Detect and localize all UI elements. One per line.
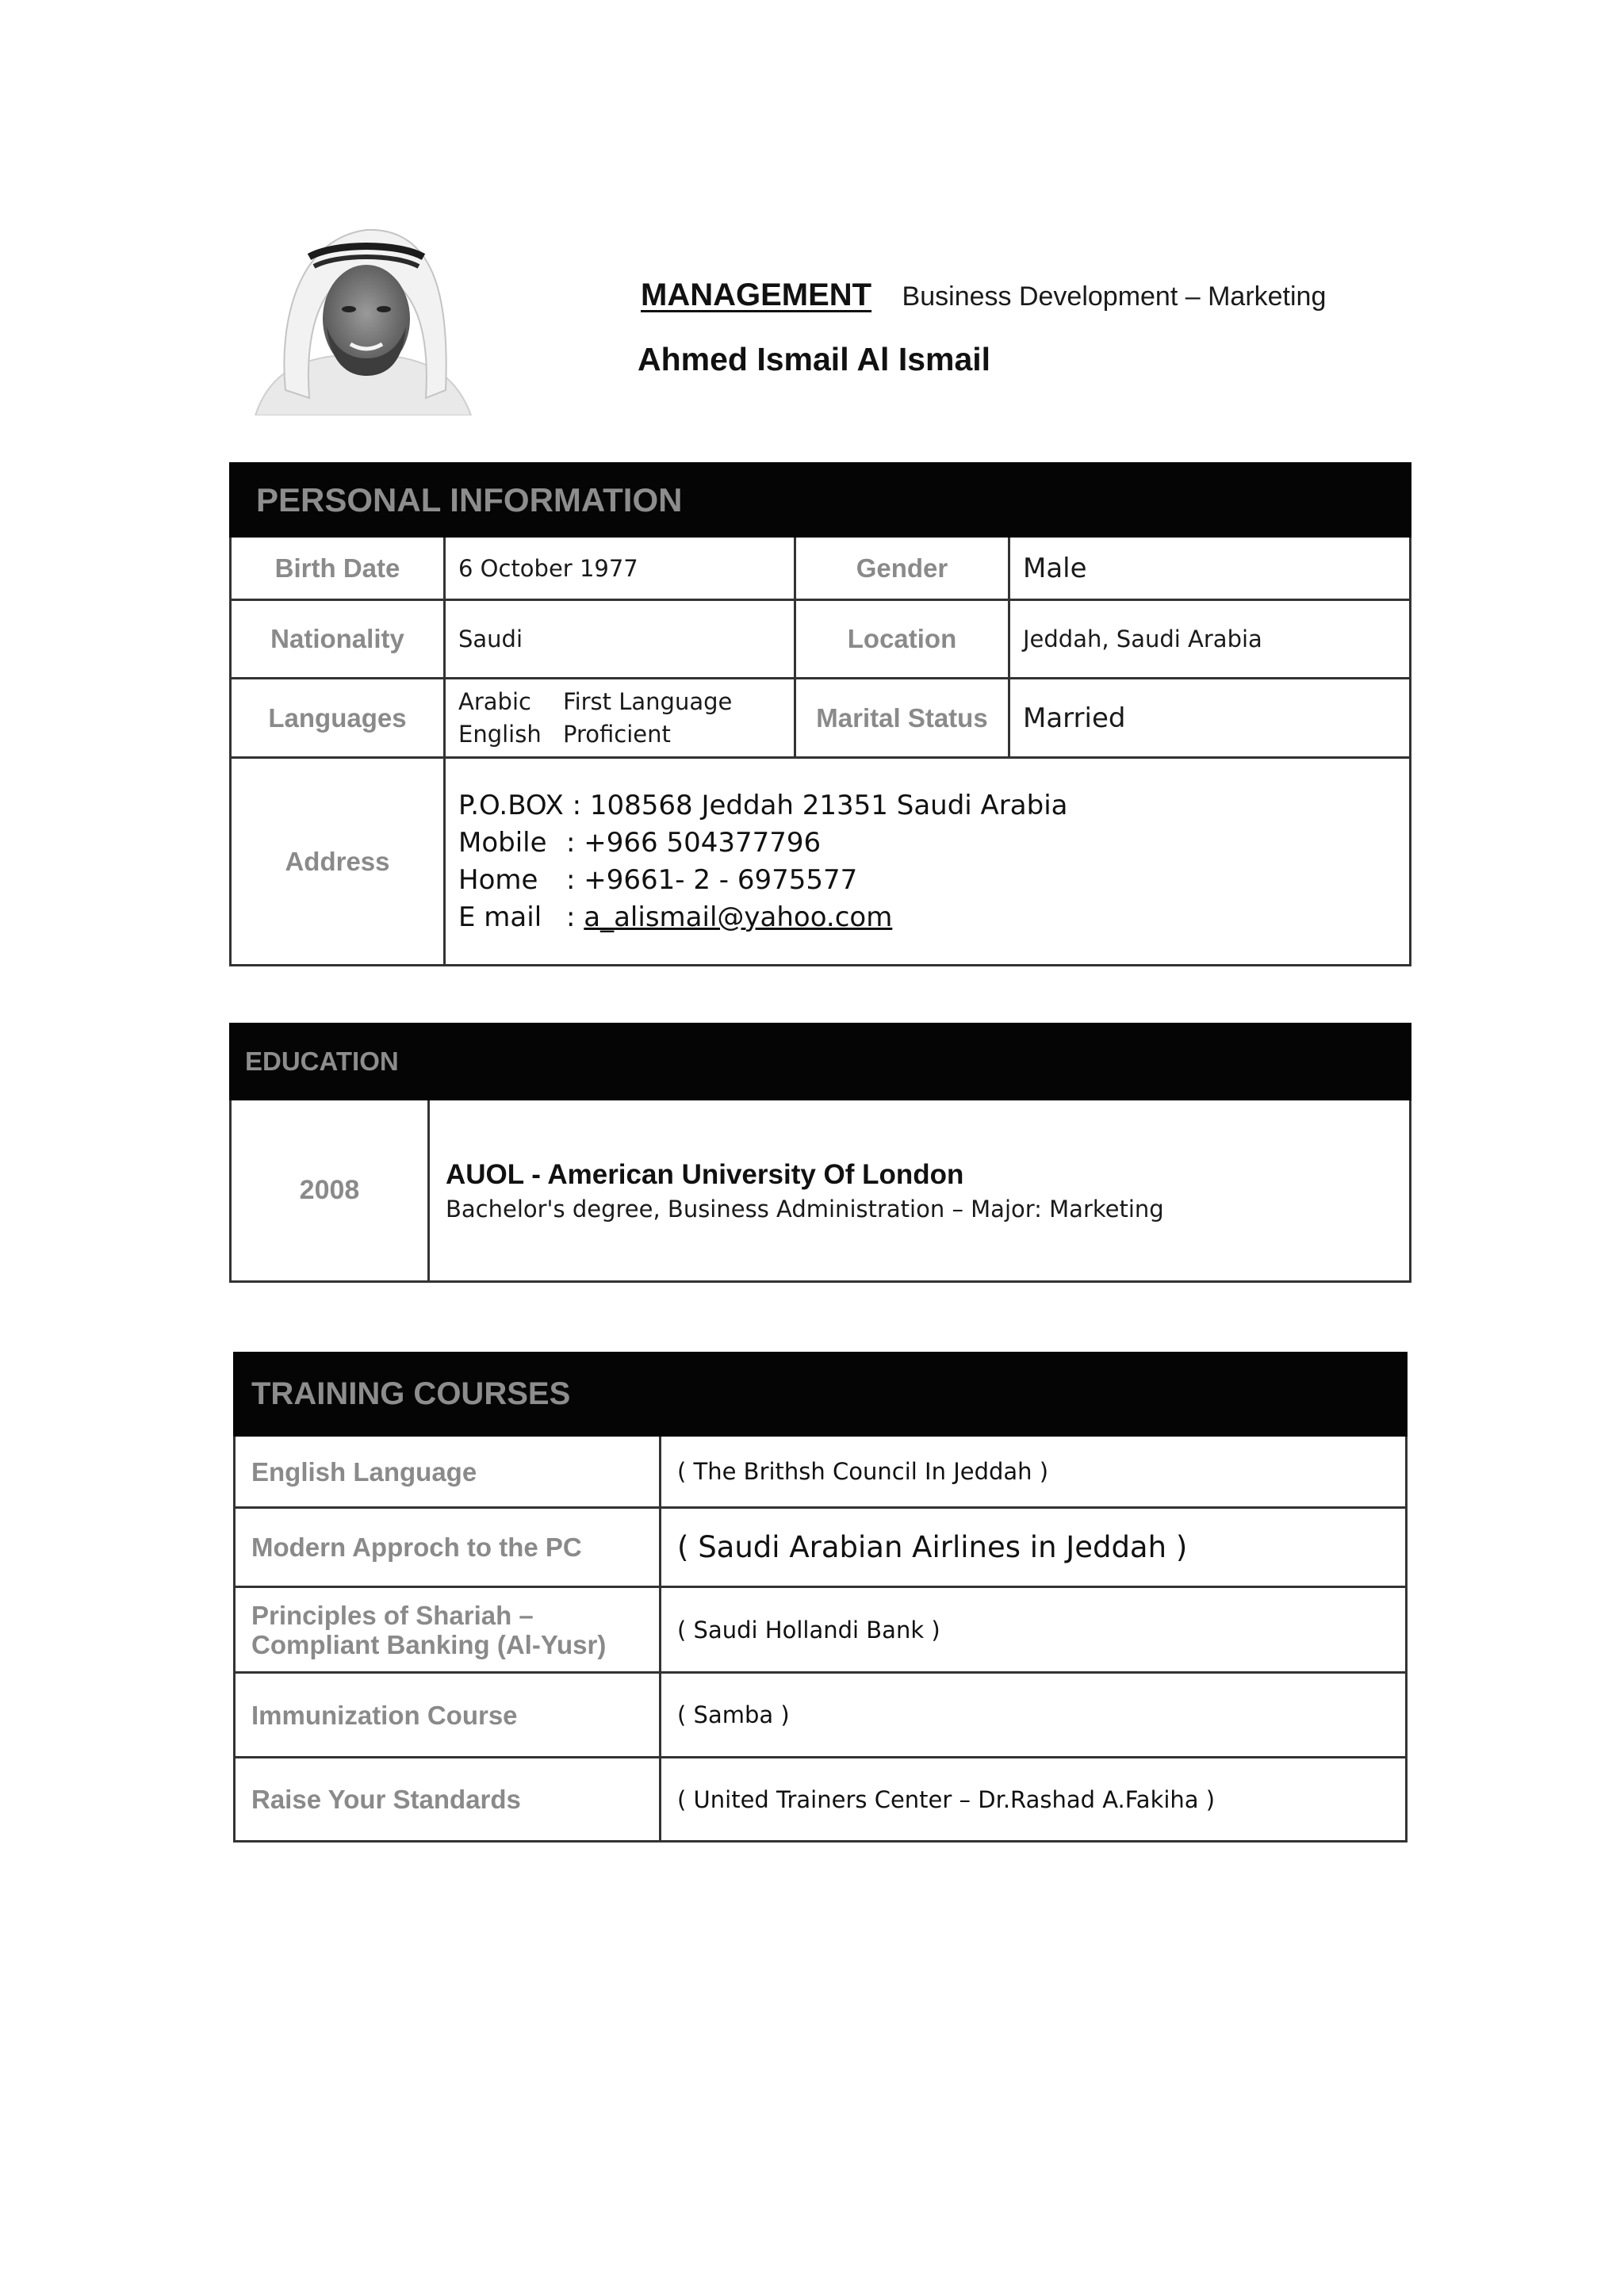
course-provider: ( The Brithsh Council In Jeddah ) (661, 1436, 1407, 1508)
education-details (429, 1100, 1411, 1282)
table-row (235, 1673, 1407, 1758)
table-row (235, 1587, 1407, 1673)
email-line (458, 899, 1409, 936)
languages-label: Languages (231, 679, 445, 758)
education-degree: Bachelor's degree, Business Administration – Major: Marketing (446, 1195, 1164, 1223)
email-key: E mail (458, 901, 542, 933)
location-label: Location (795, 600, 1009, 679)
course-name: Immunization Course (235, 1673, 661, 1758)
course-name-line: Compliant Banking (Al-Yusr) (251, 1629, 607, 1659)
course-name: Raise Your Standards (235, 1758, 661, 1842)
course-provider: ( Saudi Hollandi Bank ) (661, 1587, 1407, 1673)
marital-status-value: Married (1009, 679, 1411, 758)
address-label: Address (231, 758, 445, 966)
education-header (231, 1024, 1411, 1100)
table-row (235, 1508, 1407, 1587)
section-title: PERSONAL INFORMATION (256, 480, 683, 519)
education-table (229, 1023, 1411, 1283)
profile-photo (247, 208, 477, 415)
table-row (235, 1436, 1407, 1508)
course-name (235, 1587, 661, 1673)
marital-status-label: Marital Status (795, 679, 1009, 758)
course-provider: ( United Trainers Center – Dr.Rashad A.Fakiha ) (661, 1758, 1407, 1842)
section-title: EDUCATION (245, 1047, 399, 1076)
header-title-line (641, 277, 1326, 313)
section-title: TRAINING COURSES (251, 1376, 571, 1411)
birth-date-label: Birth Date (231, 537, 445, 600)
location-value: Jeddah, Saudi Arabia (1009, 600, 1411, 679)
language-level: Proficient (563, 720, 671, 748)
education-entry (231, 1100, 1411, 1282)
gender-label: Gender (795, 537, 1009, 600)
candidate-name: Ahmed Ismail Al Ismail (638, 341, 991, 377)
language-entry (458, 686, 794, 718)
course-provider: ( Samba ) (661, 1673, 1407, 1758)
cv-heading: MANAGEMENT (641, 277, 872, 312)
pobox-line: P.O.BOX : 108568 Jeddah 21351 Saudi Arabia (458, 789, 1068, 821)
home-key: Home (458, 863, 538, 896)
language-name: English (458, 720, 542, 748)
address-value (445, 758, 1411, 966)
mobile-key: Mobile (458, 826, 547, 859)
personal-information-header (231, 464, 1411, 537)
cv-subheading: Business Development – Marketing (902, 281, 1327, 312)
nationality-value: Saudi (445, 600, 795, 679)
education-school: AUOL - American University Of London (446, 1158, 964, 1190)
training-courses-header (235, 1353, 1407, 1436)
course-provider: ( Saudi Arabian Airlines in Jeddah ) (661, 1508, 1407, 1587)
birth-date-value: 6 October 1977 (445, 537, 795, 600)
education-year: 2008 (231, 1100, 429, 1282)
table-row (235, 1758, 1407, 1842)
course-name: English Language (235, 1436, 661, 1508)
course-name-line: Principles of Shariah – (251, 1600, 534, 1630)
email-link[interactable]: a_alismail@yahoo.com (584, 901, 893, 933)
languages-value (445, 679, 795, 758)
language-level: First Language (563, 687, 733, 715)
gender-value: Male (1009, 537, 1411, 600)
course-name: Modern Approch to the PC (235, 1508, 661, 1587)
language-name: Arabic (458, 687, 531, 715)
mobile-number: : +966 504377796 (566, 826, 822, 859)
home-number: : +9661- 2 - 6975577 (566, 863, 858, 896)
mobile-line (458, 825, 1409, 862)
email-separator: : (566, 901, 584, 933)
language-entry (458, 718, 794, 751)
profile-photo-image (247, 208, 477, 415)
personal-information-table (229, 462, 1411, 966)
nationality-label: Nationality (231, 600, 445, 679)
home-line (458, 862, 1409, 899)
training-courses-table (233, 1352, 1408, 1843)
